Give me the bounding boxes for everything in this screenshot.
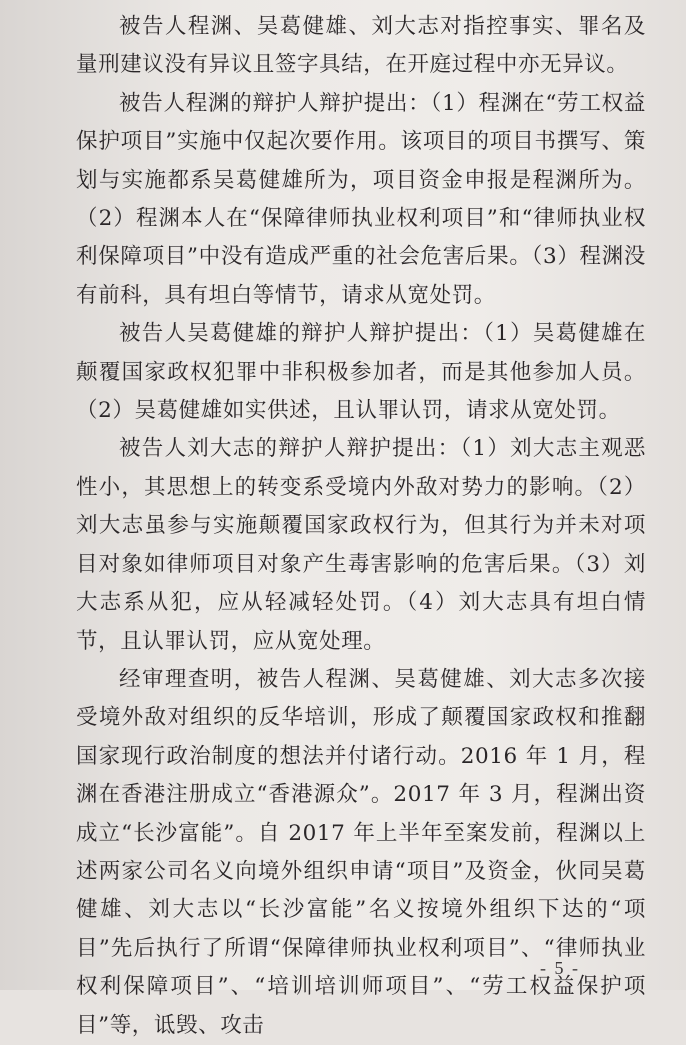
document-body bbox=[76, 8, 646, 1045]
page-number: - 5 - bbox=[540, 958, 580, 978]
paragraph-defense-cheng-yuan: 被告人程渊的辩护人辩护提出：（1）程渊在“劳工权益保护项目”实施中仅起次要作用。该项目的项目书撰写、策划与实施都系吴葛健雄所为，项目资金申报是程渊所为。（2）程渊本人在“保障律师执业权利项目”和“律师执业权利保障项目”中没有造成严重的社会危害后果。（3）程渊没有前科，具有坦白等情节，请求从宽处罚。 bbox=[76, 90, 646, 308]
paragraph-defense-liu-dazhi: 被告人刘大志的辩护人辩护提出：（1）刘大志主观恶性小，其思想上的转变系受境内外敌对势力的影响。（2）刘大志虽参与实施颠覆国家政权行为，但其行为并未对项目对象如律师项目对象产生毒害影响的危害后果。（3）刘大志系从犯，应从轻减轻处罚。（4）刘大志具有坦白情节，且认罪认罚，应从宽处理。 bbox=[76, 436, 646, 654]
paragraph-no-objection: 被告人程渊、吴葛健雄、刘大志对指控事实、罪名及量刑建议没有异议且签字具结，在开庭过程中亦无异议。 bbox=[76, 14, 646, 78]
paragraph-court-findings: 经审理查明，被告人程渊、吴葛健雄、刘大志多次接受境外敌对组织的反华培训，形成了颠覆国家政权和推翻国家现行政治制度的想法并付诸行动。2016 年 1 月，程渊在香港注册成立“香港源众”。2017 年 3 月，程渊出资成立“长沙富能”。自 2017 年上半年至案发前，程渊以上述两家公司名义向境外组织申请“项目”及资金，伙同吴葛健雄、刘大志以“长沙富能”名义按境外组织下达的“项目”先后执行了所谓“保障律师执业权利项目”、“律师执业权利保障项目”、“培训培训师项目”、“劳工权益保护项目”等，诋毁、攻击 bbox=[76, 666, 646, 1038]
paragraph-defense-wuge-jianxiong: 被告人吴葛健雄的辩护人辩护提出：（1）吴葛健雄在颠覆国家政权犯罪中非积极参加者，而是其他参加人员。（2）吴葛健雄如实供述，且认罪认罚，请求从宽处罚。 bbox=[76, 321, 646, 424]
